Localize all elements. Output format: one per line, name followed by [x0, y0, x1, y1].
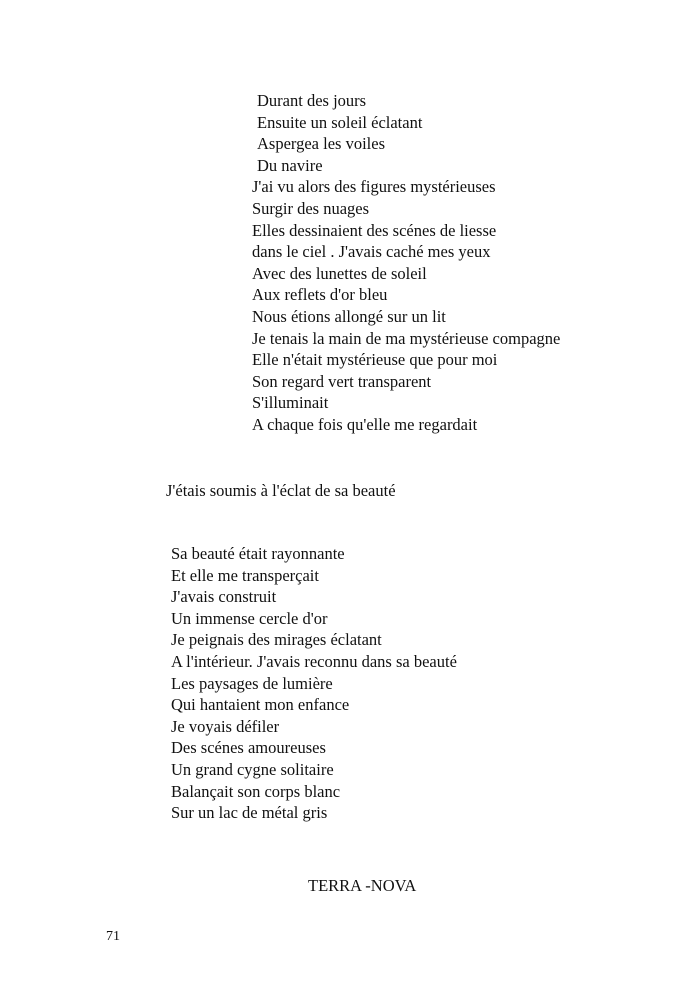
poem-line: Elles dessinaient des scénes de liesse: [252, 220, 497, 240]
poem-line: Elle n'était mystérieuse que pour moi: [252, 350, 498, 370]
poem-line: Aspergea les voiles: [257, 134, 385, 154]
poem-line: Un immense cercle d'or: [171, 608, 328, 628]
poem-line: S'illuminait: [252, 393, 329, 413]
poem-line: Des scénes amoureuses: [171, 738, 326, 758]
stanza-3: [171, 543, 457, 824]
poem-line: Je tenais la main de ma mystérieuse compagne: [252, 328, 561, 348]
poem-line: Je voyais défiler: [171, 716, 280, 736]
poem-line: Aux reflets d'or bleu: [252, 285, 388, 305]
poem-line: Du navire: [257, 155, 323, 175]
stanza-2: [166, 480, 396, 502]
poem-line: Les paysages de lumière: [171, 673, 333, 693]
poem-line: Je peignais des mirages éclatant: [171, 630, 382, 650]
page-number: 71: [106, 929, 120, 944]
poem-line: Qui hantaient mon enfance: [171, 695, 350, 715]
poem-line: Surgir des nuages: [252, 198, 370, 218]
poem-line: A chaque fois qu'elle me regardait: [252, 414, 478, 434]
poem-line: Durant des jours: [257, 91, 367, 110]
poem-line: dans le ciel . J'avais caché mes yeux: [252, 242, 491, 262]
poem-line: Sa beauté était rayonnante: [171, 544, 345, 563]
stanza-1: [252, 90, 560, 436]
poem-signature: TERRA -NOVA: [308, 876, 417, 895]
poem-line: A l'intérieur. J'avais reconnu dans sa beauté: [171, 651, 457, 671]
poem-line: Nous étions allongé sur un lit: [252, 306, 446, 326]
poem-line: Un grand cygne solitaire: [171, 759, 334, 779]
poem-line: J'étais soumis à l'éclat de sa beauté: [166, 481, 396, 500]
poem-line: Ensuite un soleil éclatant: [257, 112, 423, 132]
poem-line: J'ai vu alors des figures mystérieuses: [252, 177, 496, 197]
poem-line: Sur un lac de métal gris: [171, 803, 328, 823]
poem-line: Balançait son corps blanc: [171, 781, 341, 801]
poem-line: J'avais construit: [171, 587, 277, 607]
poem-line: Avec des lunettes de soleil: [252, 263, 427, 283]
poem-line: Et elle me transperçait: [171, 565, 319, 585]
poem-line: Son regard vert transparent: [252, 371, 432, 391]
